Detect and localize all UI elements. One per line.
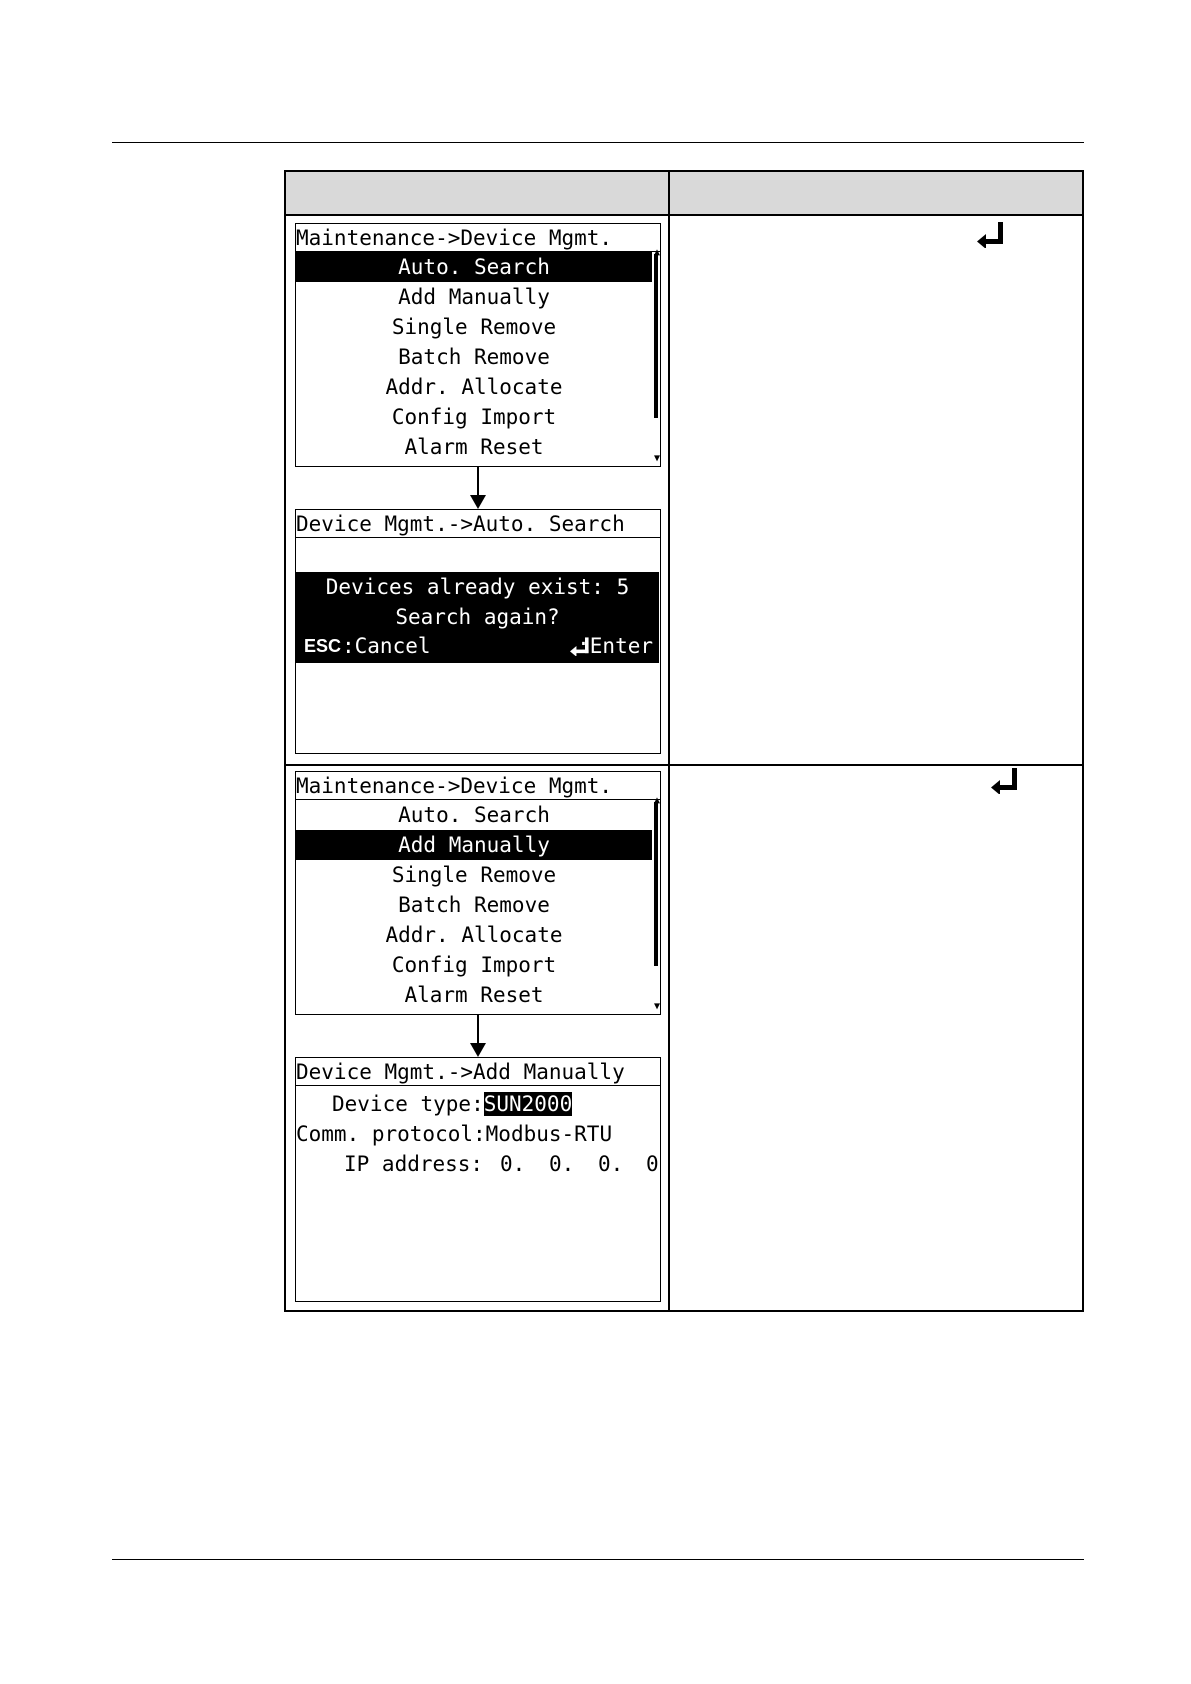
ip-address-row xyxy=(344,1150,483,1178)
protocol-value[interactable]: Modbus-RTU xyxy=(485,1122,613,1146)
auto-search-screen xyxy=(295,509,661,754)
enter-label[interactable]: :Enter xyxy=(577,634,653,658)
protocol-label: Comm. protocol: xyxy=(296,1122,486,1146)
menu-item-batch-remove[interactable]: Batch Remove xyxy=(398,893,550,917)
ip-octet-2[interactable]: 0. xyxy=(549,1152,575,1176)
row-divider xyxy=(286,764,1082,766)
screen-title: Maintenance->Device Mgmt. xyxy=(296,772,660,800)
menu-item-single-remove[interactable]: Single Remove xyxy=(391,315,557,339)
device-mgmt-menu xyxy=(296,247,660,464)
device-mgmt-menu-screen xyxy=(295,223,661,467)
ip-octet-4[interactable]: 0 xyxy=(646,1152,659,1176)
menu-item-alarm-reset[interactable]: Alarm Reset xyxy=(404,983,544,1007)
scroll-down-icon: ▼ xyxy=(653,453,660,464)
scrollbar-icon[interactable] xyxy=(654,254,658,418)
menu-item-config-import[interactable]: Config Import xyxy=(391,405,557,429)
screen-title: Device Mgmt.->Add Manually xyxy=(296,1058,660,1086)
down-arrow-icon xyxy=(470,1015,486,1057)
menu-item-add-manually[interactable]: Add Manually xyxy=(296,830,652,860)
menu-item-addr-allocate[interactable]: Addr. Allocate xyxy=(385,375,563,399)
footer-rule xyxy=(112,1559,1084,1560)
device-type-row xyxy=(332,1090,572,1118)
menu-item-alarm-reset[interactable]: Alarm Reset xyxy=(404,435,544,459)
dialog-actions xyxy=(296,632,659,660)
menu-item-addr-allocate[interactable]: Addr. Allocate xyxy=(385,923,563,947)
dialog-message: Devices already exist: 5 xyxy=(325,575,630,599)
enter-key-icon xyxy=(976,220,1006,248)
scroll-up-icon: ▲ xyxy=(653,795,660,806)
column-divider xyxy=(668,172,670,1310)
menu-item-auto-search[interactable]: Auto. Search xyxy=(398,803,550,827)
menu-item-config-import[interactable]: Config Import xyxy=(391,953,557,977)
esc-key-label[interactable]: ESC xyxy=(304,636,342,656)
ip-octet-3[interactable]: 0. xyxy=(598,1152,624,1176)
dialog-prompt: Search again? xyxy=(395,605,560,629)
table-header-cell-1 xyxy=(286,172,668,216)
scroll-down-icon: ▼ xyxy=(653,1001,660,1012)
ip-octet-1[interactable]: 0. xyxy=(500,1152,526,1176)
device-type-label: Device type: xyxy=(332,1092,484,1116)
cancel-label[interactable]: :Cancel xyxy=(342,634,431,658)
menu-item-add-manually[interactable]: Add Manually xyxy=(398,285,550,309)
table-header-cell-2 xyxy=(669,172,1082,216)
down-arrow-icon xyxy=(470,467,486,509)
screen-title: Device Mgmt.->Auto. Search xyxy=(296,510,660,538)
protocol-row xyxy=(296,1120,612,1148)
device-mgmt-menu xyxy=(296,795,660,1012)
device-mgmt-menu-screen xyxy=(295,771,661,1015)
menu-item-batch-remove[interactable]: Batch Remove xyxy=(398,345,550,369)
menu-item-single-remove[interactable]: Single Remove xyxy=(391,863,557,887)
menu-item-auto-search[interactable]: Auto. Search xyxy=(296,252,652,282)
device-type-value[interactable]: SUN2000 xyxy=(483,1092,573,1116)
add-manually-screen xyxy=(295,1057,661,1302)
scroll-up-icon: ▲ xyxy=(653,247,660,258)
screen-title: Maintenance->Device Mgmt. xyxy=(296,224,660,252)
header-rule xyxy=(112,142,1084,143)
ip-label: IP address: xyxy=(344,1152,484,1176)
scrollbar-icon[interactable] xyxy=(654,802,658,966)
confirm-dialog xyxy=(296,572,659,663)
enter-key-icon xyxy=(990,766,1020,794)
